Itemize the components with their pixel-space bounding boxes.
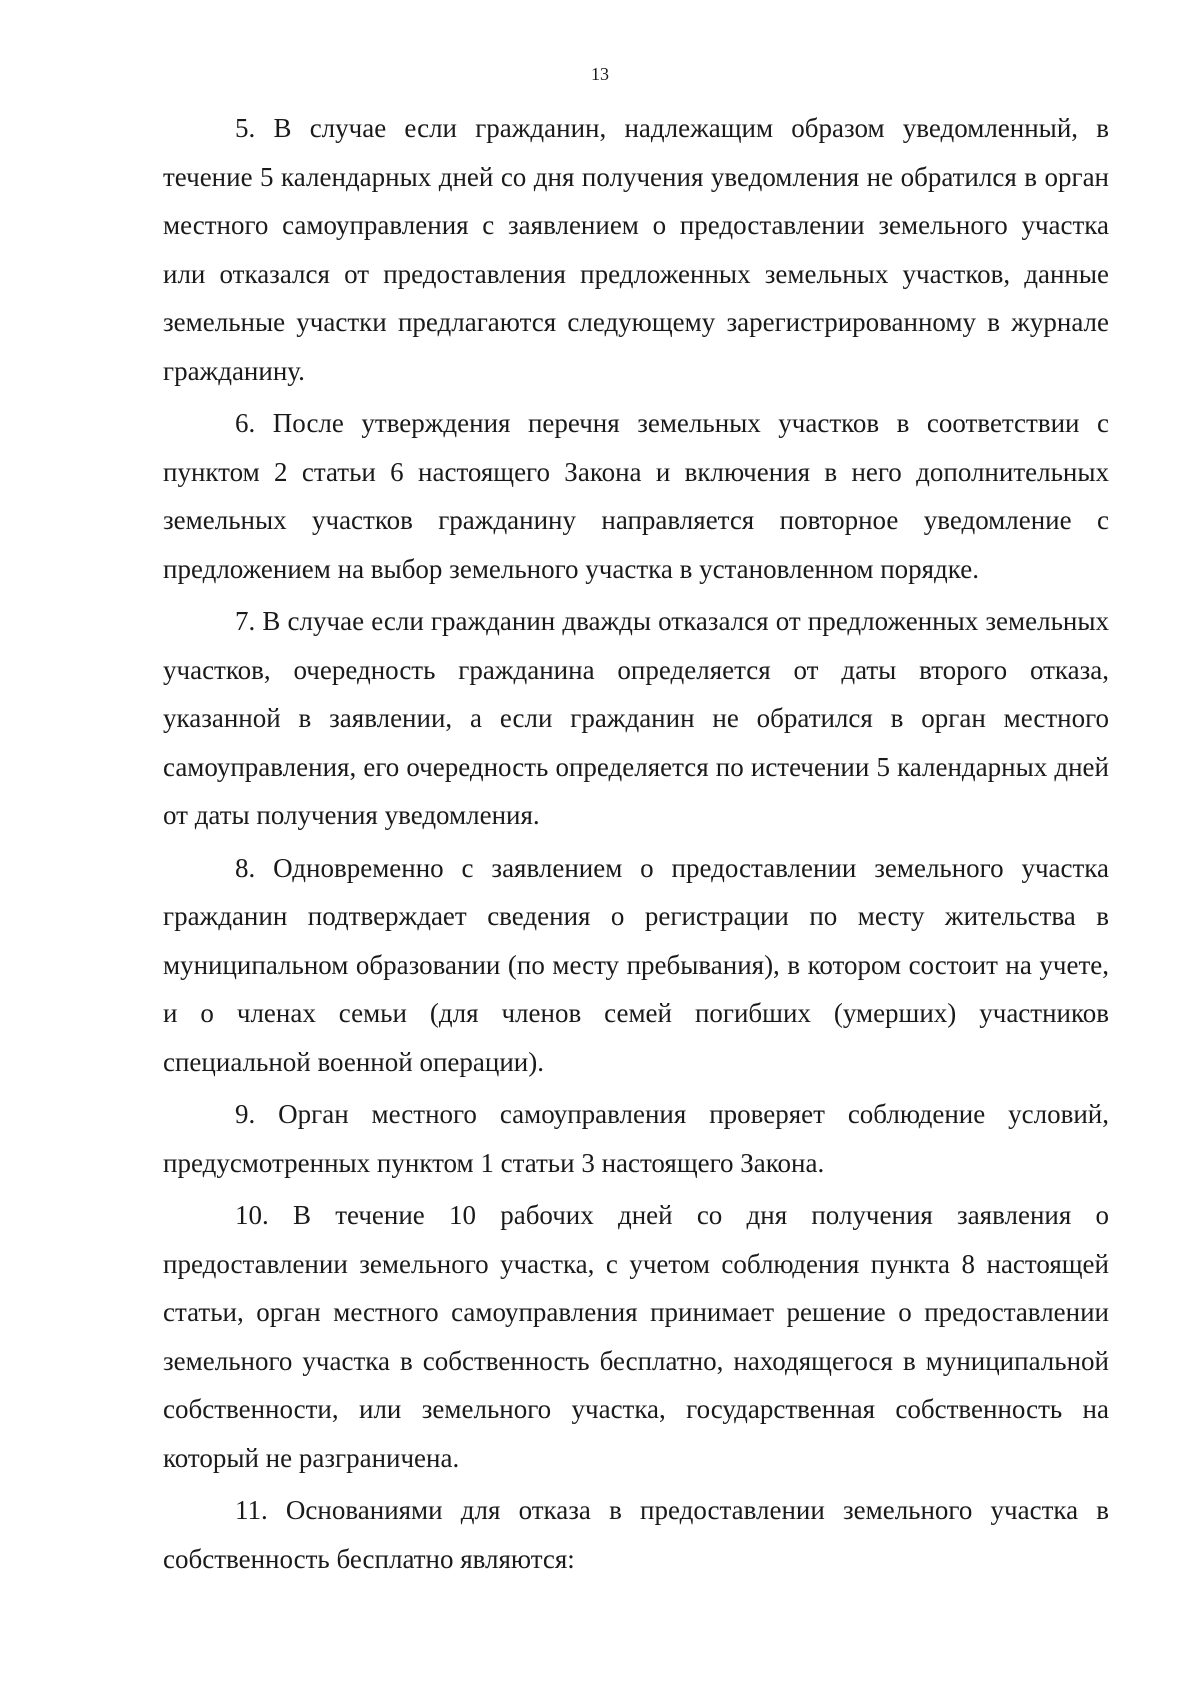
paragraph-6: 6. После утверждения перечня земельных участков в соответствии с пунктом 2 статьи 6 настоящего Закона и включения в него дополнительных земельных участков гражданину направляется повторное уведомление с предложением на выбор земельного участка в установленном порядке.: [163, 408, 1109, 584]
paragraph-5: 5. В случае если гражданин, надлежащим образом уведомленный, в течение 5 календарных дней со дня получения уведомления не обратился в орган местного самоуправления с заявлением о предоставлении земельного участка или отказался от предоставления предложенных земельных участков, данные земельные участки предлагаются следующему зарегистрированному в журнале гражданину.: [163, 113, 1109, 386]
document-body: [163, 104, 1109, 1587]
paragraph-9: 9. Орган местного самоуправления проверяет соблюдение условий, предусмотренных пунктом 1 статьи 3 настоящего Закона.: [163, 1099, 1109, 1178]
paragraph-7: 7. В случае если гражданин дважды отказался от предложенных земельных участков, очередность гражданина определяется от даты второго отказа, указанной в заявлении, а если гражданин не обратился в орган местного самоуправления, его очередность определяется по истечении 5 календарных дней от даты получения уведомления.: [163, 606, 1109, 830]
paragraph-10: 10. В течение 10 рабочих дней со дня получения заявления о предоставлении земельного участка, с учетом соблюдения пункта 8 настоящей статьи, орган местного самоуправления принимает решение о предоставлении земельного участка в собственность бесплатно, находящегося в муниципальной собственности, или земельного участка, государственная собственность на который не разграничена.: [163, 1200, 1109, 1473]
paragraph-11: 11. Основаниями для отказа в предоставлении земельного участка в собственность бесплатно являются:: [163, 1495, 1109, 1574]
page-number: 13: [591, 64, 609, 84]
paragraph-8: 8. Одновременно с заявлением о предоставлении земельного участка гражданин подтверждает сведения о регистрации по месту жительства в муниципальном образовании (по месту пребывания), в котором состоит на учете, и о членах семьи (для членов семей погибших (умерших) участников специальной военной операции).: [163, 852, 1109, 1077]
